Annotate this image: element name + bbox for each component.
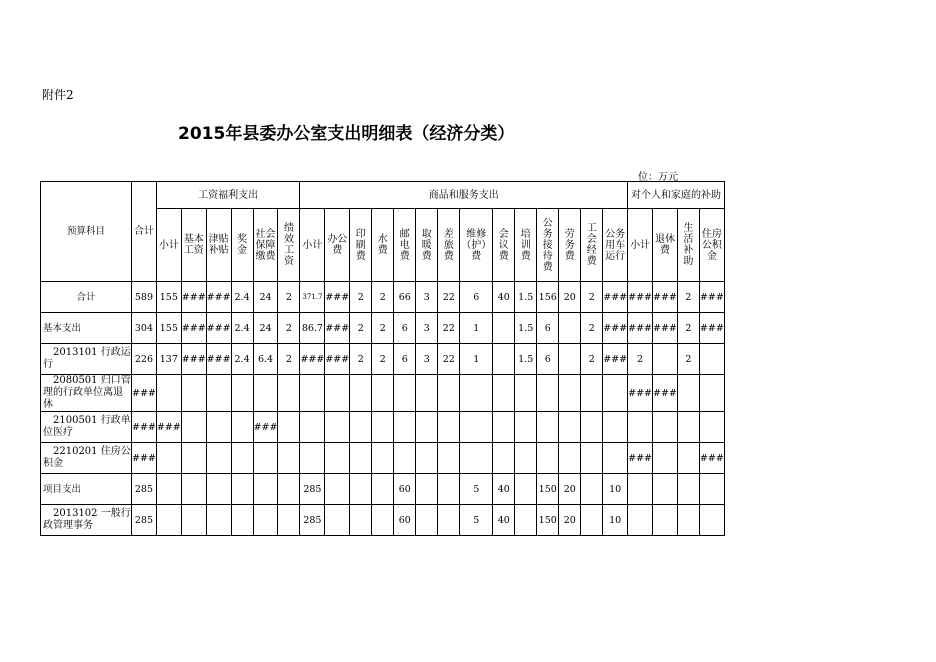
table-cell: 1 <box>460 313 493 344</box>
table-cell <box>416 375 438 412</box>
table-cell: ### <box>603 282 628 313</box>
table-cell <box>278 474 300 505</box>
header-personal-col-2: 生活补助 <box>677 209 699 282</box>
table-cell: ### <box>603 344 628 375</box>
header-personal-col-1: 退休费 <box>653 209 678 282</box>
attachment-label: 附件2 <box>42 88 74 102</box>
table-cell: 285 <box>132 474 157 505</box>
table-cell <box>253 375 278 412</box>
table-cell: 2 <box>278 282 300 313</box>
header-goods-col-13: 公务用车运行 <box>603 209 628 282</box>
table-cell <box>603 412 628 443</box>
table-cell: 10 <box>603 474 628 505</box>
table-row <box>41 474 725 505</box>
table-cell <box>181 443 206 474</box>
table-cell <box>699 474 724 505</box>
table-cell <box>493 412 515 443</box>
table-cell <box>325 443 350 474</box>
table-cell: 3 <box>416 344 438 375</box>
table-cell: 40 <box>493 505 515 536</box>
table-cell: 2 <box>350 313 372 344</box>
header-salary-col-1: 基本工资 <box>181 209 206 282</box>
table-cell <box>278 505 300 536</box>
table-cell <box>278 443 300 474</box>
header-goods-col-5: 取暖费 <box>416 209 438 282</box>
table-cell: 2 <box>677 313 699 344</box>
table-cell: 6 <box>537 313 559 344</box>
table-cell: 24 <box>253 282 278 313</box>
table-cell: 6 <box>394 313 416 344</box>
table-cell: 22 <box>438 282 460 313</box>
header-salary-col-3: 奖金 <box>231 209 253 282</box>
table-cell: 2 <box>372 282 394 313</box>
header-goods-col-1: 办公费 <box>325 209 350 282</box>
table-cell: 2.4 <box>231 282 253 313</box>
table-cell <box>438 443 460 474</box>
table-cell <box>438 375 460 412</box>
table-cell: ### <box>628 282 653 313</box>
table-cell: 20 <box>559 282 581 313</box>
header-group-personal: 对个人和家庭的补助 <box>628 182 725 209</box>
table-cell: 2 <box>278 313 300 344</box>
row-subject: 2013101 行政运行 <box>41 344 132 375</box>
table-cell <box>677 375 699 412</box>
table-cell <box>581 443 603 474</box>
table-cell <box>206 412 231 443</box>
table-cell <box>181 412 206 443</box>
table-cell <box>653 412 678 443</box>
table-cell: 3 <box>416 313 438 344</box>
table-cell <box>677 412 699 443</box>
table-cell: 6.4 <box>253 344 278 375</box>
table-cell <box>699 344 724 375</box>
table-cell <box>231 412 253 443</box>
table-cell: 2.4 <box>231 313 253 344</box>
table-cell: ### <box>206 313 231 344</box>
page-title: 2015年县委办公室支出明细表（经济分类） <box>178 124 515 144</box>
table-cell: 285 <box>300 505 325 536</box>
table-cell <box>515 412 537 443</box>
table-cell <box>206 375 231 412</box>
header-goods-col-6: 差旅费 <box>438 209 460 282</box>
table-cell <box>537 412 559 443</box>
expenditure-table <box>40 181 725 536</box>
table-cell <box>628 474 653 505</box>
table-cell <box>350 443 372 474</box>
table-cell <box>350 474 372 505</box>
header-salary-col-5: 绩效工资 <box>278 209 300 282</box>
header-goods-col-3: 水费 <box>372 209 394 282</box>
table-cell <box>372 443 394 474</box>
table-cell <box>394 412 416 443</box>
table-cell <box>559 412 581 443</box>
table-cell <box>372 474 394 505</box>
table-cell <box>181 474 206 505</box>
table-cell <box>493 344 515 375</box>
table-cell: 3 <box>416 282 438 313</box>
table-cell: 2 <box>628 344 653 375</box>
table-cell <box>394 375 416 412</box>
header-goods-col-8: 会议费 <box>493 209 515 282</box>
table-cell <box>699 375 724 412</box>
table-cell: 22 <box>438 344 460 375</box>
table-cell: 150 <box>537 474 559 505</box>
table-cell <box>460 412 493 443</box>
table-cell: 2 <box>581 282 603 313</box>
table-cell <box>394 443 416 474</box>
table-cell: 22 <box>438 313 460 344</box>
table-cell: ### <box>325 313 350 344</box>
table-row <box>41 282 725 313</box>
table-cell: 589 <box>132 282 157 313</box>
table-cell <box>156 505 181 536</box>
header-salary-col-4: 社会保障缴费 <box>253 209 278 282</box>
table-cell: 2 <box>350 282 372 313</box>
table-cell <box>253 474 278 505</box>
row-subject: 2210201 住房公积金 <box>41 443 132 474</box>
table-cell <box>325 474 350 505</box>
table-cell: ### <box>253 412 278 443</box>
table-cell <box>231 375 253 412</box>
table-cell <box>628 412 653 443</box>
table-cell <box>438 412 460 443</box>
header-subject: 预算科目 <box>41 182 132 282</box>
table-cell <box>653 474 678 505</box>
table-cell: 2 <box>677 282 699 313</box>
table-cell: ### <box>206 344 231 375</box>
table-cell <box>603 375 628 412</box>
table-cell <box>350 505 372 536</box>
table-cell: ### <box>132 375 157 412</box>
table-cell <box>325 505 350 536</box>
header-salary-col-0: 小计 <box>156 209 181 282</box>
table-row <box>41 505 725 536</box>
table-cell: ### <box>653 375 678 412</box>
table-cell: 2 <box>581 344 603 375</box>
table-cell <box>156 375 181 412</box>
header-goods-col-12: 工会经费 <box>581 209 603 282</box>
table-row <box>41 412 725 443</box>
table-cell: 10 <box>603 505 628 536</box>
table-cell <box>181 375 206 412</box>
table-cell <box>325 375 350 412</box>
table-cell: 150 <box>537 505 559 536</box>
table-cell: ### <box>628 443 653 474</box>
table-cell <box>206 505 231 536</box>
table-cell: 285 <box>132 505 157 536</box>
table-cell <box>677 443 699 474</box>
table-cell <box>559 313 581 344</box>
table-row <box>41 375 725 412</box>
header-goods-col-9: 培训费 <box>515 209 537 282</box>
table-cell <box>372 375 394 412</box>
header-goods-col-10: 公务接待费 <box>537 209 559 282</box>
table-cell: 40 <box>493 474 515 505</box>
table-cell: ### <box>699 282 724 313</box>
table-cell: 20 <box>559 474 581 505</box>
table-cell <box>300 443 325 474</box>
table-cell: ### <box>325 282 350 313</box>
table-cell <box>581 412 603 443</box>
table-cell: ### <box>628 313 653 344</box>
table-cell: 2 <box>372 344 394 375</box>
table-cell <box>493 375 515 412</box>
table-cell <box>699 412 724 443</box>
table-cell <box>278 375 300 412</box>
table-cell <box>372 505 394 536</box>
table-cell <box>581 375 603 412</box>
table-cell: 5 <box>460 505 493 536</box>
table-cell <box>416 443 438 474</box>
table-cell: 137 <box>156 344 181 375</box>
table-cell: 86.7 <box>300 313 325 344</box>
table-cell <box>231 443 253 474</box>
table-cell <box>653 505 678 536</box>
table-cell: ### <box>325 344 350 375</box>
table-cell: 6 <box>394 344 416 375</box>
table-cell <box>699 505 724 536</box>
table-cell: 2 <box>350 344 372 375</box>
table-cell: ### <box>181 282 206 313</box>
table-cell <box>559 344 581 375</box>
table-cell: 40 <box>493 282 515 313</box>
table-cell <box>460 375 493 412</box>
table-cell: 24 <box>253 313 278 344</box>
table-cell <box>181 505 206 536</box>
table-cell <box>515 375 537 412</box>
table-row <box>41 313 725 344</box>
table-cell: 1 <box>460 344 493 375</box>
table-cell <box>493 313 515 344</box>
table-cell: 2 <box>278 344 300 375</box>
table-cell <box>231 505 253 536</box>
table-cell <box>438 505 460 536</box>
table-cell <box>325 412 350 443</box>
header-group-goods: 商品和服务支出 <box>300 182 628 209</box>
table-cell: 2 <box>677 344 699 375</box>
table-cell: 155 <box>156 282 181 313</box>
table-cell <box>537 443 559 474</box>
table-cell <box>206 443 231 474</box>
header-personal-col-0: 小计 <box>628 209 653 282</box>
table-cell <box>372 412 394 443</box>
header-group-salary: 工资福利支出 <box>156 182 300 209</box>
table-cell: 304 <box>132 313 157 344</box>
table-cell: 1.5 <box>515 344 537 375</box>
table-cell <box>581 474 603 505</box>
table-cell <box>493 443 515 474</box>
header-row-groups <box>41 182 725 209</box>
table-cell <box>677 474 699 505</box>
table-cell <box>559 375 581 412</box>
table-row <box>41 443 725 474</box>
table-cell: ### <box>653 282 678 313</box>
table-cell: ### <box>699 443 724 474</box>
table-cell: ### <box>206 282 231 313</box>
header-personal-col-3: 住房公积金 <box>699 209 724 282</box>
table-cell: ### <box>653 313 678 344</box>
table-cell <box>300 375 325 412</box>
table-row <box>41 344 725 375</box>
header-salary-col-2: 津贴补贴 <box>206 209 231 282</box>
table-cell: 60 <box>394 474 416 505</box>
table-cell <box>653 443 678 474</box>
table-cell <box>350 375 372 412</box>
table-cell: ### <box>699 313 724 344</box>
header-goods-col-2: 印刷费 <box>350 209 372 282</box>
header-goods-col-11: 劳务费 <box>559 209 581 282</box>
table-cell <box>581 505 603 536</box>
table-cell: 285 <box>300 474 325 505</box>
row-subject: 2080501 归口管理的行政单位离退休 <box>41 375 132 412</box>
table-cell: 6 <box>460 282 493 313</box>
table-cell <box>416 505 438 536</box>
unit-label: 位：万元 <box>638 172 678 183</box>
table-cell <box>253 505 278 536</box>
table-cell <box>515 443 537 474</box>
table-cell <box>537 375 559 412</box>
table-cell: ### <box>300 344 325 375</box>
header-goods-col-4: 邮电费 <box>394 209 416 282</box>
header-goods-col-0: 小计 <box>300 209 325 282</box>
table-cell: 1.5 <box>515 313 537 344</box>
table-cell <box>628 505 653 536</box>
row-subject: 2013102 一般行政管理事务 <box>41 505 132 536</box>
table-cell: 5 <box>460 474 493 505</box>
table-cell <box>278 412 300 443</box>
table-cell: 226 <box>132 344 157 375</box>
row-subject: 合计 <box>41 282 132 313</box>
table-cell <box>653 344 678 375</box>
table-cell <box>438 474 460 505</box>
table-cell <box>300 412 325 443</box>
row-subject: 项目支出 <box>41 474 132 505</box>
table-cell: ### <box>156 412 181 443</box>
table-cell: ### <box>132 443 157 474</box>
header-total: 合计 <box>132 182 157 282</box>
table-cell: 2 <box>581 313 603 344</box>
table-cell: 20 <box>559 505 581 536</box>
table-cell: 155 <box>156 313 181 344</box>
row-subject: 2100501 行政单位医疗 <box>41 412 132 443</box>
table-cell: ### <box>628 375 653 412</box>
table-cell <box>253 443 278 474</box>
table-cell <box>416 412 438 443</box>
table-cell <box>603 443 628 474</box>
table-cell <box>350 412 372 443</box>
table-cell: 371.7 <box>300 282 325 313</box>
table-cell <box>515 474 537 505</box>
table-cell: ### <box>603 313 628 344</box>
table-cell <box>515 505 537 536</box>
table-cell: ### <box>181 313 206 344</box>
table-cell: 66 <box>394 282 416 313</box>
table-cell <box>416 474 438 505</box>
table-cell: 2 <box>372 313 394 344</box>
table-cell: 2.4 <box>231 344 253 375</box>
table-cell: 6 <box>537 344 559 375</box>
table-cell <box>206 474 231 505</box>
table-cell: ### <box>132 412 157 443</box>
table-cell <box>460 443 493 474</box>
table-cell: ### <box>181 344 206 375</box>
row-subject: 基本支出 <box>41 313 132 344</box>
table-cell <box>231 474 253 505</box>
table-cell <box>156 474 181 505</box>
table-cell <box>156 443 181 474</box>
table-cell <box>559 443 581 474</box>
header-goods-col-7: 维修（护）费 <box>460 209 493 282</box>
table-cell <box>677 505 699 536</box>
table-cell: 60 <box>394 505 416 536</box>
table-cell: 156 <box>537 282 559 313</box>
table-cell: 1.5 <box>515 282 537 313</box>
